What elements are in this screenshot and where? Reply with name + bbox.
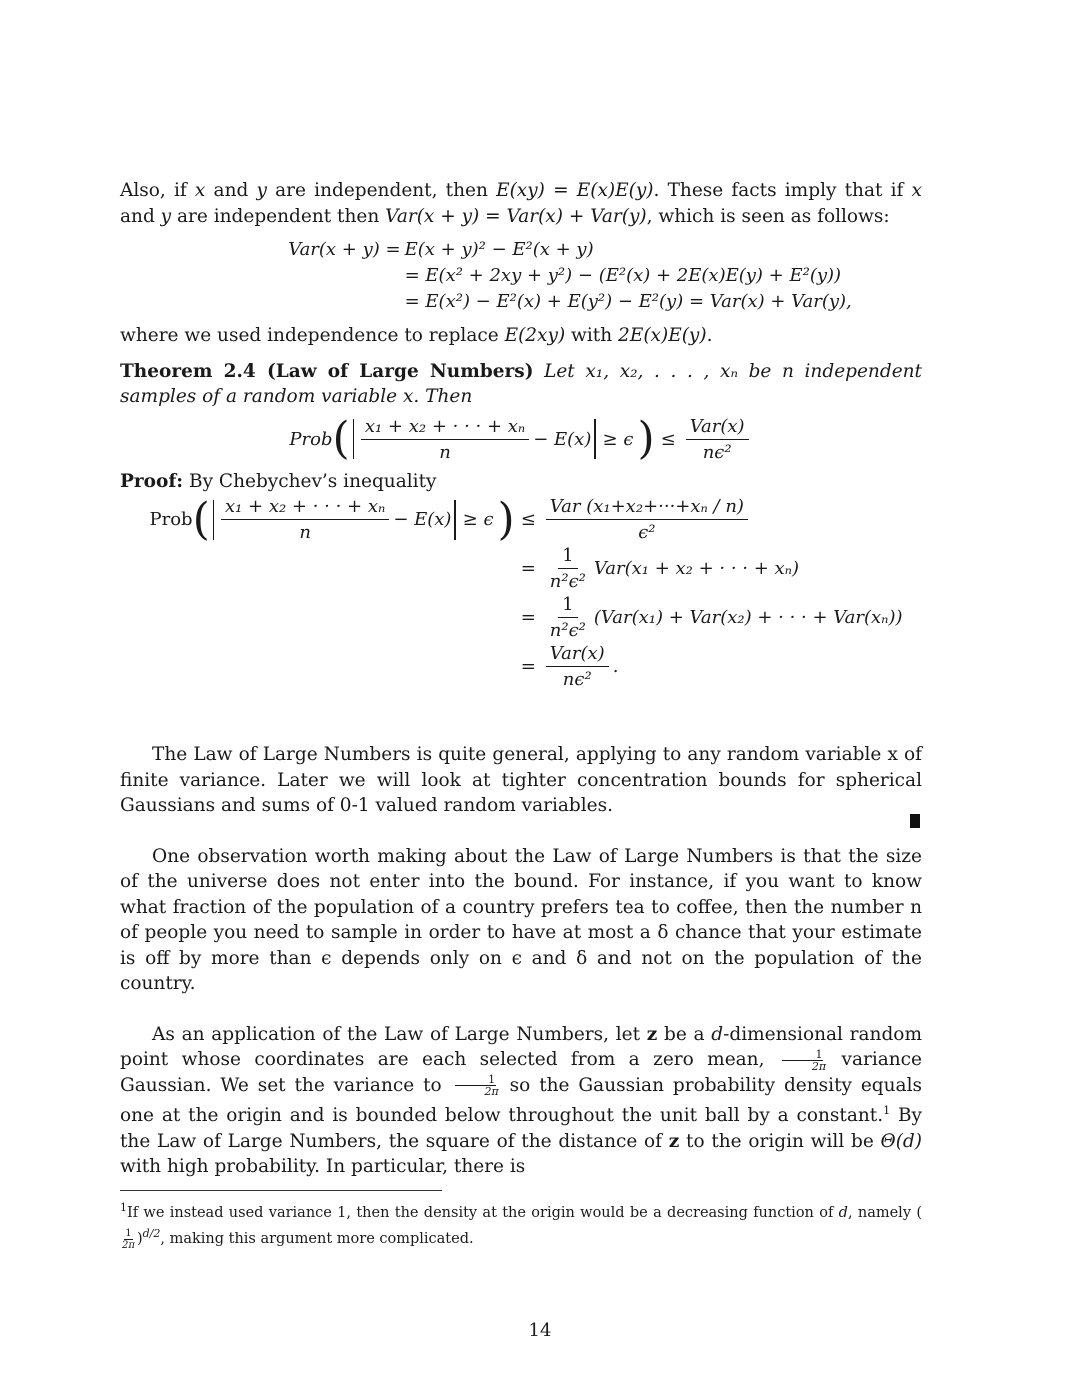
paragraph-independence: Also, if x and y are independent, then E(xy) = E(x)E(y). These facts imply that if x and y are independent then Var(x + y) = Var(x) + Var(y), which is seen as follows: [120,180,922,227]
paragraph-independence-note: where we used independence to replace E(2xy) with 2E(x)E(y). [120,325,713,346]
paragraph-generality: The Law of Large Numbers is quite general, applying to any random variable x of finite variance. Later we will look at tighter concentration bounds for spherical Gaussians and sums of 0-1 valued random variables. [120,744,922,816]
proof-step-2: $\frac{1}{\text{n²ϵ²}}$ Var(x₁ + x₂ + · · · + xₙ) [549,545,799,592]
theorem-label: Theorem 2.4 (Law of Large Numbers) [120,360,534,382]
footnote-rule [120,1190,442,1191]
theorem-equation: Prob ( $\frac{\text{x₁ + x₂ + · · · + xₙ}}{n}$ − E(x) ≥ ϵ ) ≤ $\frac{\text{Var(x)}}{\text{nϵ²}}$ [120,416,922,463]
footnote: $^1$If we instead used variance 1, then the density at the origin would be a decreasing function of d, namely ( $\frac{1}{2\pi}$ )$^{d/2}$, making this argument more complicated. [120,1200,922,1251]
paragraph-gaussian-application: As an application of the Law of Large Numbers, let z be a d-dimensional random point whose coordinates are each selected from a zero mean, $\frac{1}{2\pi}$ variance Gaussian. We set the variance to $\frac{1}{2\pi}$ so the Gaussian probability density equals one at the origin and is bounded below throughout the unit ball by a constant.$^1$ By the Law of Large Numbers, the square of the distance of z to the origin will be Θ(d) with high probability. In particular, there is [120,1023,922,1178]
proof-step-3: $\frac{1}{\text{n²ϵ²}}$ (Var(x₁) + Var(x₂) + · · · + Var(xₙ)) [549,594,903,641]
theorem-bound-fraction: $\frac{\text{Var(x)}}{\text{nϵ²}}$ [686,416,749,463]
page-body [120,178,922,1251]
proof-equation: Prob ( $\frac{\text{x₁ + x₂ + · · · + xₙ}}{n}$ − E(x) ≥ ϵ ) ≤ $\frac{\text{Var (x₁+x₂+···+xₙ / n)}}{\text{ϵ²}}$ = $\frac{1}{\text{n²ϵ²}}$ Var(x₁ + x₂ + · · · + xₙ) = $\frac{1}{\text{n²ϵ²}}$ (Var(x₁) + Var(x₂) + · · · + Var(xₙ)) = $\frac{\text{Var(x)}}{\text{nϵ²}}$ . [130,496,922,690]
paragraph-universe-size: One observation worth making about the Law of Large Numbers is that the size of the universe does not enter into the bound. For instance, if you want to know what fraction of the population of a country prefers tea to coffee, then the number n of people you need to sample in order to have at most a δ chance that your estimate is off by more than ϵ depends only on ϵ and δ and not on the population of the country. [120,845,922,994]
theorem-2-4: Theorem 2.4 (Law of Large Numbers) Let x₁, x₂, . . . , xₙ be n independent samples of a random variable x. Then [120,360,922,407]
theorem-mean-fraction: $\frac{\text{x₁ + x₂ + · · · + xₙ}}{n}$ [361,416,529,463]
proof-intro: Proof: By Chebychev’s inequality [120,470,437,492]
proof-step-4: $\frac{\text{Var(x)}}{\text{nϵ²}}$ . [542,643,922,690]
qed-symbol [910,814,920,828]
variance-equation: Var(x + y) = E(x + y)² − E²(x + y) = E(x² + 2xy + y²) − (E²(x) + 2E(x)E(y) + E²(y)) = E(x²) − E²(x) + E(y²) − E²(y) = Var(x) + Var(y), [288,239,852,312]
proof-step-1: $\frac{\text{Var (x₁+x₂+···+xₙ / n)}}{\text{ϵ²}}$ [546,496,748,543]
page-number: 14 [528,1320,552,1341]
footnote-marker[interactable]: 1 [883,1104,891,1117]
